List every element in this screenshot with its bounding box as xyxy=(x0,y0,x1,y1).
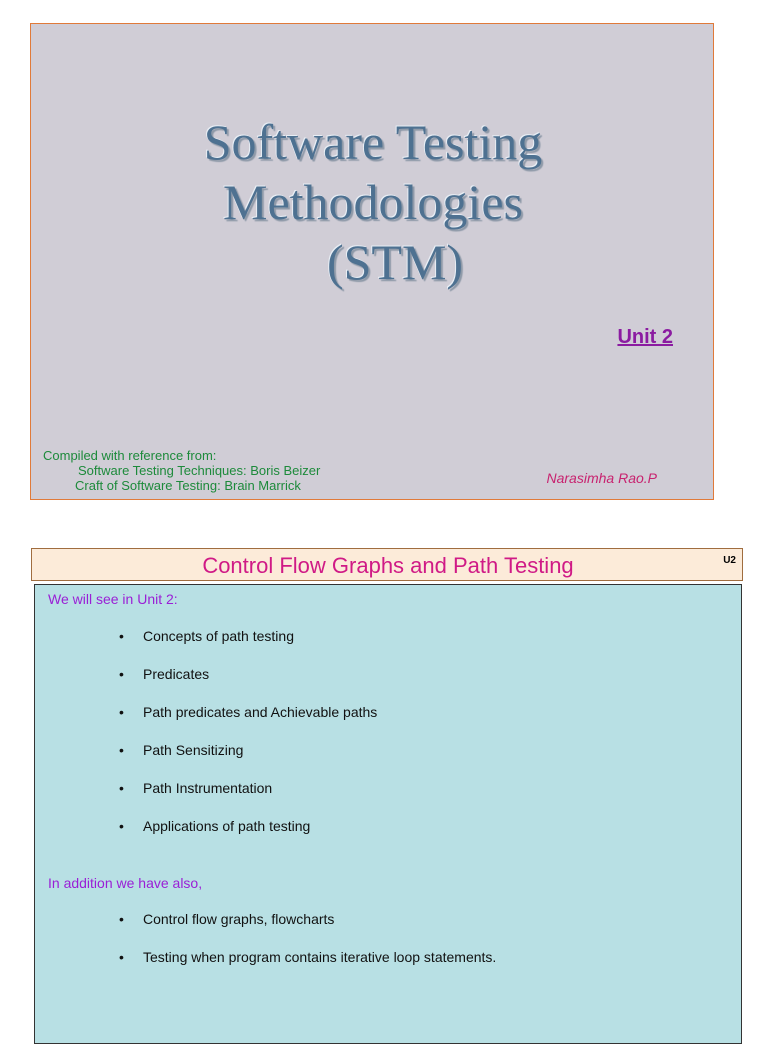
list-item-label: Path Instrumentation xyxy=(143,780,273,796)
reference-item: Craft of Software Testing: Brain Marrick xyxy=(75,478,301,493)
list-item-label: Testing when program contains iterative loop statements. xyxy=(143,949,497,965)
list-item xyxy=(119,666,209,682)
title-line-1: Software Testing xyxy=(203,114,543,170)
list-item xyxy=(119,780,272,796)
slide-2-body xyxy=(34,584,742,1044)
bullet-icon: • xyxy=(119,628,124,644)
list-item-label: Path Sensitizing xyxy=(143,742,244,758)
list-item-label: Applications of path testing xyxy=(143,818,311,834)
reference-item: Software Testing Techniques: Boris Beizer xyxy=(78,463,321,478)
title-line-3: (STM) xyxy=(326,234,464,290)
list-item xyxy=(119,704,377,720)
slide-1 xyxy=(30,23,714,500)
reference-heading: Compiled with reference from: xyxy=(43,448,217,463)
reference-block xyxy=(43,448,320,493)
list-item-label: Path predicates and Achievable paths xyxy=(143,704,378,720)
title-line-2: Methodologies xyxy=(223,174,523,230)
slide-2-title: Control Flow Graphs and Path Testing xyxy=(202,553,574,578)
bullet-icon: • xyxy=(119,742,124,758)
list-item xyxy=(119,911,334,927)
unit-code: U2 xyxy=(723,555,736,566)
list-item-label: Control flow graphs, flowcharts xyxy=(143,911,335,927)
bullet-icon: • xyxy=(119,911,124,927)
list-item xyxy=(119,742,243,758)
bullet-icon: • xyxy=(119,666,124,682)
list-item-label: Predicates xyxy=(143,666,210,682)
bullet-icon: • xyxy=(119,780,124,796)
slide-2-header xyxy=(31,548,743,581)
bullet-icon: • xyxy=(119,818,124,834)
intro-text-2: In addition we have also, xyxy=(48,875,203,891)
unit-link[interactable]: Unit 2 xyxy=(617,326,673,348)
list-item-label: Concepts of path testing xyxy=(143,628,294,644)
list-item xyxy=(119,949,496,965)
intro-text: We will see in Unit 2: xyxy=(48,591,178,607)
list-item xyxy=(119,628,294,644)
slide-1-title xyxy=(31,112,715,292)
list-item xyxy=(119,818,310,834)
author-name: Narasimha Rao.P xyxy=(546,470,657,486)
bullet-icon: • xyxy=(119,949,124,965)
bullet-icon: • xyxy=(119,704,124,720)
